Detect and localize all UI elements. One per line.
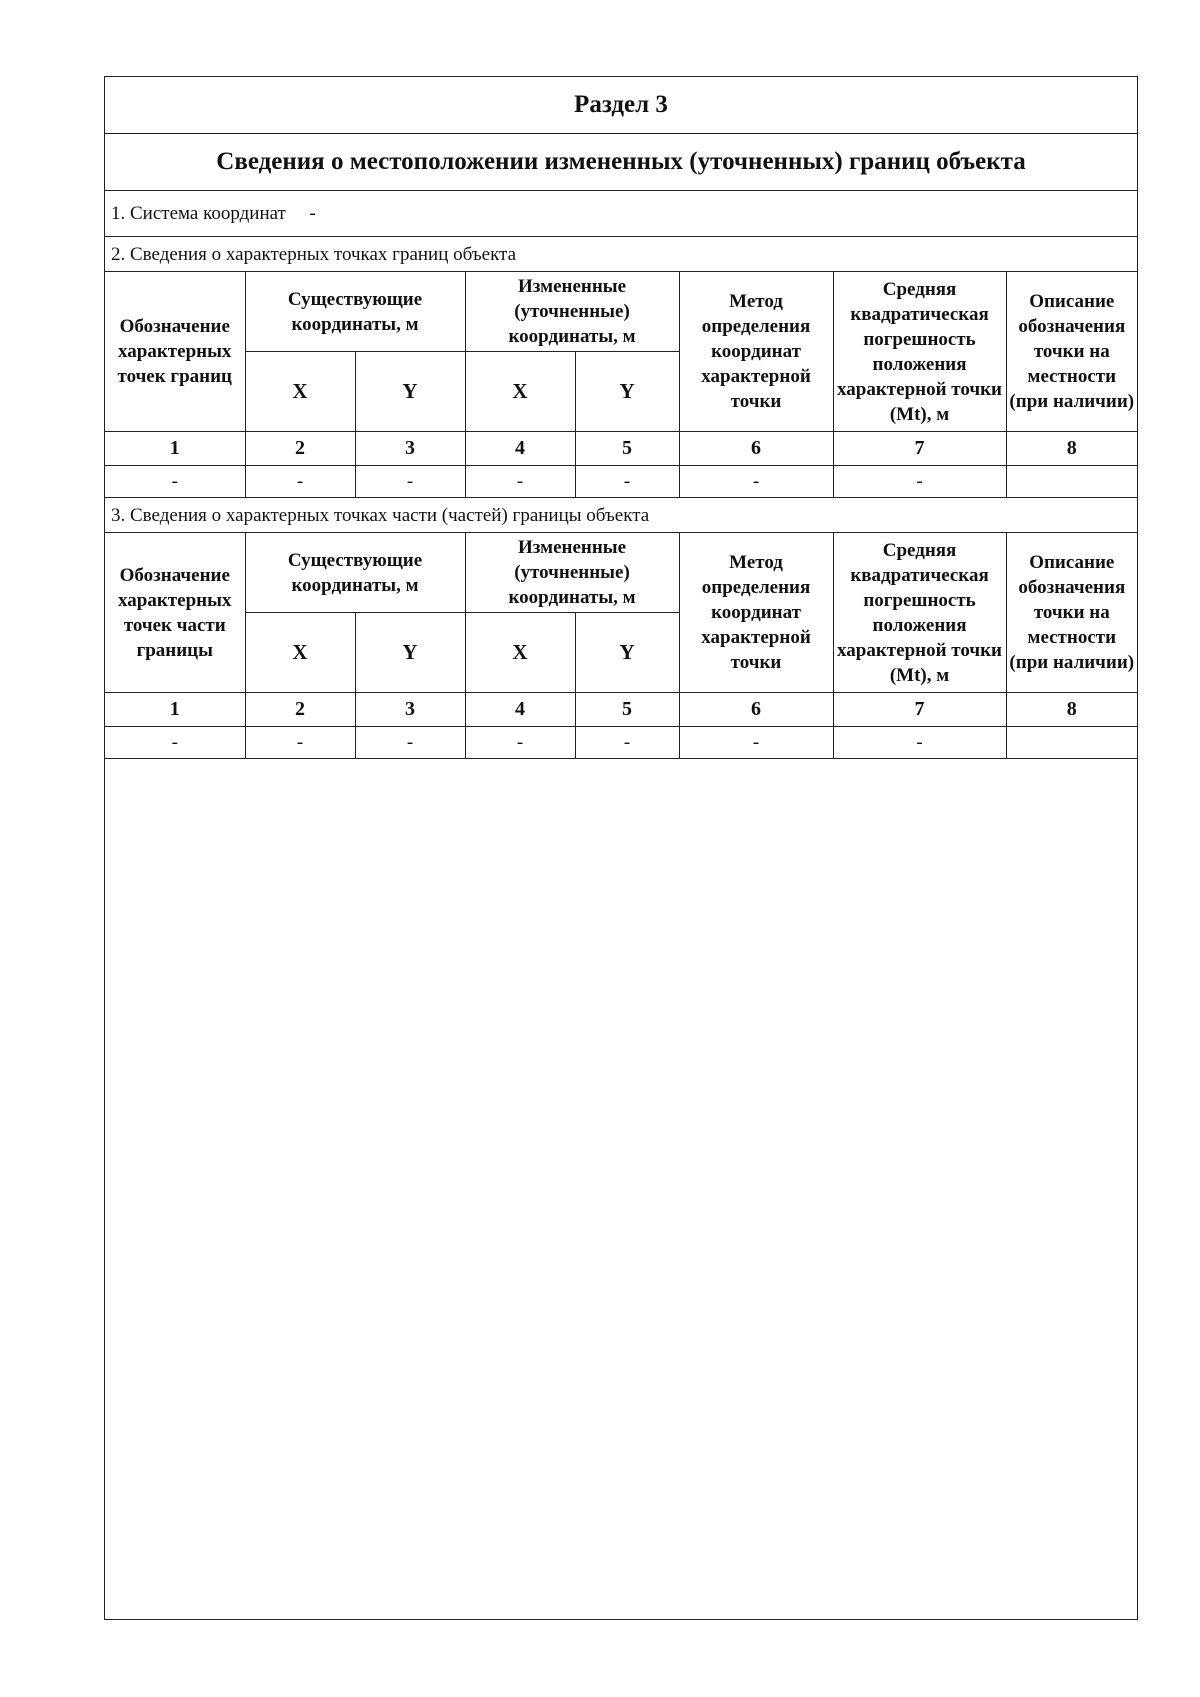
coordinate-system-value: - bbox=[309, 203, 316, 224]
header-existing-coords: Существующие координаты, м bbox=[245, 533, 465, 613]
table-cell: - bbox=[679, 727, 833, 759]
table-cell: - bbox=[105, 466, 245, 498]
table-cell: - bbox=[245, 727, 355, 759]
header-changed-coords: Измененные (уточненные) координаты, м bbox=[465, 533, 679, 613]
header-existing-x: X bbox=[245, 352, 355, 432]
header-description: Описание обозначения точки на местности (при наличии) bbox=[1006, 533, 1137, 693]
header-mean-error: Средняя квадратическая погрешность положения характерной точки (Mt), м bbox=[833, 533, 1006, 693]
table2-caption: 3. Сведения о характерных точках части (частей) границы объекта bbox=[105, 498, 1137, 533]
header-designation: Обозначение характерных точек границ bbox=[105, 272, 245, 432]
column-number: 8 bbox=[1006, 693, 1137, 727]
table-cell: - bbox=[833, 727, 1006, 759]
table-cell: - bbox=[575, 466, 679, 498]
column-number: 4 bbox=[465, 693, 575, 727]
header-changed-x: X bbox=[465, 613, 575, 693]
column-number: 5 bbox=[575, 693, 679, 727]
table-cell: - bbox=[245, 466, 355, 498]
column-number: 4 bbox=[465, 432, 575, 466]
header-changed-x: X bbox=[465, 352, 575, 432]
section-title: Раздел 3 bbox=[105, 77, 1137, 134]
section-subtitle: Сведения о местоположении измененных (уточненных) границ объекта bbox=[105, 134, 1137, 191]
header-changed-y: Y bbox=[575, 352, 679, 432]
table-cell bbox=[1006, 727, 1137, 759]
points-table bbox=[105, 272, 1137, 498]
table-cell: - bbox=[679, 466, 833, 498]
part-points-table bbox=[105, 533, 1137, 759]
column-number: 8 bbox=[1006, 432, 1137, 466]
column-numbers-row bbox=[105, 693, 1137, 727]
table-cell: - bbox=[833, 466, 1006, 498]
column-numbers-row bbox=[105, 432, 1137, 466]
column-number: 5 bbox=[575, 432, 679, 466]
table-cell: - bbox=[575, 727, 679, 759]
header-method: Метод определения координат характерной точки bbox=[679, 533, 833, 693]
coordinate-system-row bbox=[105, 191, 1137, 237]
table-row bbox=[105, 727, 1137, 759]
column-number: 1 bbox=[105, 693, 245, 727]
table-cell: - bbox=[105, 727, 245, 759]
column-number: 6 bbox=[679, 693, 833, 727]
column-number: 3 bbox=[355, 693, 465, 727]
column-number: 3 bbox=[355, 432, 465, 466]
column-number: 1 bbox=[105, 432, 245, 466]
table-cell: - bbox=[355, 466, 465, 498]
table-cell: - bbox=[465, 727, 575, 759]
header-changed-coords: Измененные (уточненные) координаты, м bbox=[465, 272, 679, 352]
header-mean-error: Средняя квадратическая погрешность положения характерной точки (Mt), м bbox=[833, 272, 1006, 432]
column-number: 6 bbox=[679, 432, 833, 466]
header-changed-y: Y bbox=[575, 613, 679, 693]
table-cell bbox=[1006, 466, 1137, 498]
header-method: Метод определения координат характерной точки bbox=[679, 272, 833, 432]
column-number: 7 bbox=[833, 432, 1006, 466]
header-existing-y: Y bbox=[355, 352, 465, 432]
table1-caption: 2. Сведения о характерных точках границ объекта bbox=[105, 237, 1137, 272]
column-number: 2 bbox=[245, 432, 355, 466]
header-description: Описание обозначения точки на местности (при наличии) bbox=[1006, 272, 1137, 432]
table-row bbox=[105, 466, 1137, 498]
header-existing-y: Y bbox=[355, 613, 465, 693]
table-cell: - bbox=[355, 727, 465, 759]
header-existing-coords: Существующие координаты, м bbox=[245, 272, 465, 352]
header-designation: Обозначение характерных точек части границы bbox=[105, 533, 245, 693]
column-number: 2 bbox=[245, 693, 355, 727]
header-existing-x: X bbox=[245, 613, 355, 693]
coordinate-system-label: 1. Система координат bbox=[111, 203, 286, 224]
table-cell: - bbox=[465, 466, 575, 498]
column-number: 7 bbox=[833, 693, 1006, 727]
document-sheet bbox=[104, 76, 1138, 1620]
